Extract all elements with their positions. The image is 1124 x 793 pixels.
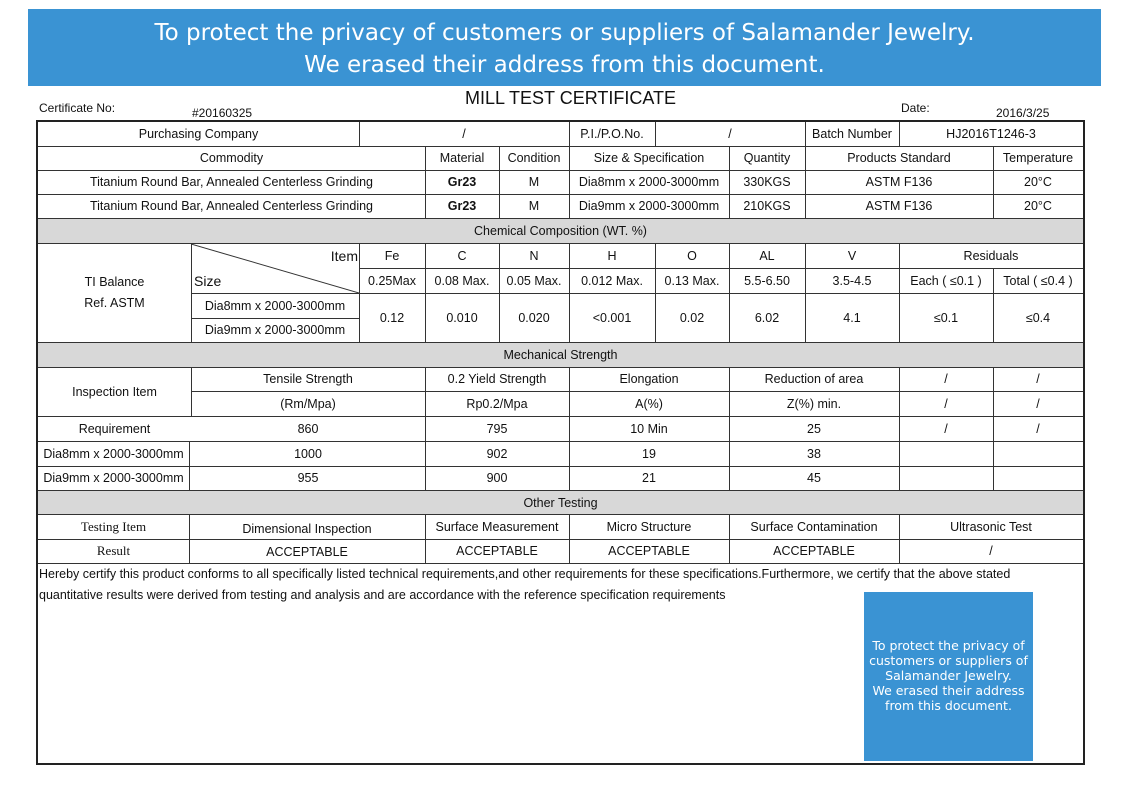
chemical-size-cell: Dia9mm x 2000-3000mm [204, 323, 346, 337]
result-cell: <0.001 [592, 310, 632, 325]
result-cell: 0.010 [446, 310, 478, 325]
ref-astm-label: Ref. ASTM [84, 296, 145, 310]
standard-cell: ASTM F136 [865, 175, 933, 189]
mechanical-value-cell: 25 [807, 421, 821, 436]
mechanical-value-cell: 902 [486, 446, 508, 461]
mechanical-unit-cell: A(%) [635, 396, 663, 411]
element-v-header: V [847, 248, 857, 263]
mechanical-size-label: Dia9mm x 2000-3000mm [43, 471, 184, 485]
privacy-stamp-line: from this document. [885, 698, 1012, 713]
size-spec-header: Size & Specification [593, 151, 705, 165]
limit-cell: Each ( ≤0.1 ) [910, 273, 982, 288]
temperature-cell: 20°C [1024, 199, 1052, 213]
date-label: Date: [901, 101, 930, 115]
mechanical-value-cell: 955 [297, 471, 319, 485]
mechanical-header-cell: Elongation [619, 372, 679, 386]
mechanical-value-cell: / [1036, 421, 1040, 436]
requirement-label: Requirement [78, 421, 151, 436]
purchasing-company-label: Purchasing Company [138, 127, 259, 141]
batch-number-label: Batch Number [812, 127, 892, 141]
result-cell: ≤0.1 [933, 310, 959, 325]
item-label: Item [330, 248, 358, 264]
mechanical-size-label: Dia8mm x 2000-3000mm [43, 446, 184, 461]
test-result-cell: ACCEPTABLE [773, 544, 855, 558]
result-label: Result [96, 543, 131, 558]
testing-item-label: Testing Item [80, 518, 147, 534]
element-c-header: C [457, 248, 467, 263]
certificate-no: #20160325 [192, 106, 253, 120]
test-result-cell: ACCEPTABLE [266, 545, 348, 559]
condition-header: Condition [507, 151, 561, 165]
mechanical-header-cell: Tensile Strength [263, 372, 353, 386]
mechanical-value-cell: / [944, 421, 948, 436]
quantity-cell: 210KGS [743, 199, 791, 213]
mechanical-header-cell: 0.2 Yield Strength [447, 372, 547, 386]
test-result-cell: ACCEPTABLE [608, 544, 690, 558]
commodity-cell: Titanium Round Bar, Annealed Centerless Grinding [89, 175, 374, 189]
po-number-label: P.I./P.O.No. [580, 127, 644, 141]
material-header: Material [439, 151, 485, 165]
mechanical-unit-cell: Rp0.2/Mpa [466, 396, 528, 411]
batch-number-value: HJ2016T1246-3 [946, 127, 1036, 141]
limit-cell: 5.5-6.50 [744, 273, 790, 288]
privacy-stamp-line: customers or suppliers of [869, 653, 1028, 668]
residuals-header: Residuals [963, 248, 1019, 263]
inspection-item-label: Inspection Item [72, 384, 157, 399]
limit-cell: 0.012 Max. [581, 273, 643, 288]
certificate-no-label: Certificate No: [39, 101, 116, 115]
temperature-header: Temperature [1002, 151, 1074, 165]
mechanical-value-cell: 860 [297, 421, 319, 436]
privacy-stamp-line: Salamander Jewelry. [885, 668, 1012, 683]
result-cell: 0.12 [379, 310, 405, 325]
size-spec-cell: Dia9mm x 2000-3000mm [578, 199, 720, 213]
temperature-cell: 20°C [1024, 175, 1052, 189]
test-result-cell: ACCEPTABLE [456, 544, 538, 558]
privacy-banner [28, 9, 1101, 86]
limit-cell: Total ( ≤0.4 ) [1003, 273, 1073, 288]
result-cell: 0.020 [518, 310, 550, 325]
document-title: MILL TEST CERTIFICATE [465, 88, 677, 108]
result-cell: 4.1 [843, 310, 861, 325]
other-testing-section-title: Other Testing [523, 495, 598, 510]
mechanical-value-cell: 38 [807, 446, 821, 461]
chemical-size-cell: Dia8mm x 2000-3000mm [204, 298, 346, 313]
material-cell: Gr23 [447, 199, 477, 213]
certification-statement-line2: quantitative results were derived from testing and analysis and are accordance with the reference specification requirements [39, 588, 726, 602]
test-result-cell: / [989, 544, 993, 558]
ti-balance-label: TI Balance [84, 275, 145, 289]
limit-cell: 0.13 Max. [664, 273, 720, 288]
certification-statement-line1: Hereby certify this product conforms to all specifically listed technical requirements,and other requirements for these specifications.Furthermore, we certify that the above stated [39, 567, 1011, 581]
privacy-stamp-line: We erased their address [872, 683, 1025, 698]
mechanical-header-cell: / [1036, 372, 1040, 386]
limit-cell: 3.5-4.5 [832, 273, 872, 288]
mechanical-unit-cell: Z(%) min. [786, 396, 842, 411]
date-value: 2016/3/25 [996, 106, 1050, 120]
size-label: Size [194, 273, 222, 289]
mechanical-header-cell: / [944, 372, 948, 386]
mechanical-value-cell: 21 [642, 471, 656, 485]
mechanical-unit-cell: / [944, 396, 948, 411]
condition-cell: M [528, 175, 540, 189]
privacy-stamp-line: To protect the privacy of [872, 638, 1025, 653]
mechanical-section-title: Mechanical Strength [503, 348, 618, 362]
po-number-value: / [728, 127, 732, 141]
result-cell: 6.02 [754, 310, 780, 325]
mechanical-value-cell: 795 [486, 421, 508, 436]
quantity-header: Quantity [743, 151, 791, 165]
limit-cell: 0.05 Max. [506, 273, 562, 288]
quantity-cell: 330KGS [743, 175, 791, 189]
chemical-section-title: Chemical Composition (WT. %) [474, 224, 647, 238]
mechanical-value-cell: 1000 [294, 446, 322, 461]
element-fe-header: Fe [384, 248, 400, 263]
size-spec-cell: Dia8mm x 2000-3000mm [578, 175, 720, 189]
privacy-stamp-box [864, 592, 1033, 761]
products-standard-header: Products Standard [847, 151, 951, 165]
mechanical-header-cell: Reduction of area [764, 372, 864, 386]
element-o-header: O [687, 248, 697, 263]
element-h-header: H [607, 248, 617, 263]
test-name-cell: Surface Contamination [750, 519, 878, 534]
result-cell: 0.02 [679, 310, 705, 325]
commodity-cell: Titanium Round Bar, Annealed Centerless Grinding [89, 199, 374, 213]
test-name-cell: Micro Structure [606, 519, 692, 534]
privacy-banner-line2: We erased their address from this document. [304, 52, 825, 78]
mechanical-value-cell: 19 [642, 446, 656, 461]
test-name-cell: Ultrasonic Test [950, 519, 1032, 534]
standard-cell: ASTM F136 [865, 199, 933, 213]
mechanical-unit-cell: (Rm/Mpa) [280, 396, 336, 411]
element-al-header: AL [759, 248, 775, 263]
material-cell: Gr23 [447, 175, 477, 189]
mechanical-value-cell: 45 [807, 471, 821, 485]
test-name-cell: Surface Measurement [435, 519, 559, 534]
limit-cell: 0.25Max [368, 273, 416, 288]
commodity-header: Commodity [199, 151, 264, 165]
mechanical-unit-cell: / [1036, 396, 1040, 411]
test-name-cell: Dimensional Inspection [242, 521, 372, 536]
condition-cell: M [528, 199, 540, 213]
privacy-banner-line1: To protect the privacy of customers or suppliers of Salamander Jewelry. [154, 20, 975, 46]
element-n-header: N [529, 248, 539, 263]
mechanical-value-cell: 900 [486, 471, 508, 485]
mechanical-value-cell: 10 Min [630, 421, 668, 436]
result-cell: ≤0.4 [1025, 310, 1051, 325]
purchasing-company-value: / [462, 127, 466, 141]
limit-cell: 0.08 Max. [434, 273, 490, 288]
